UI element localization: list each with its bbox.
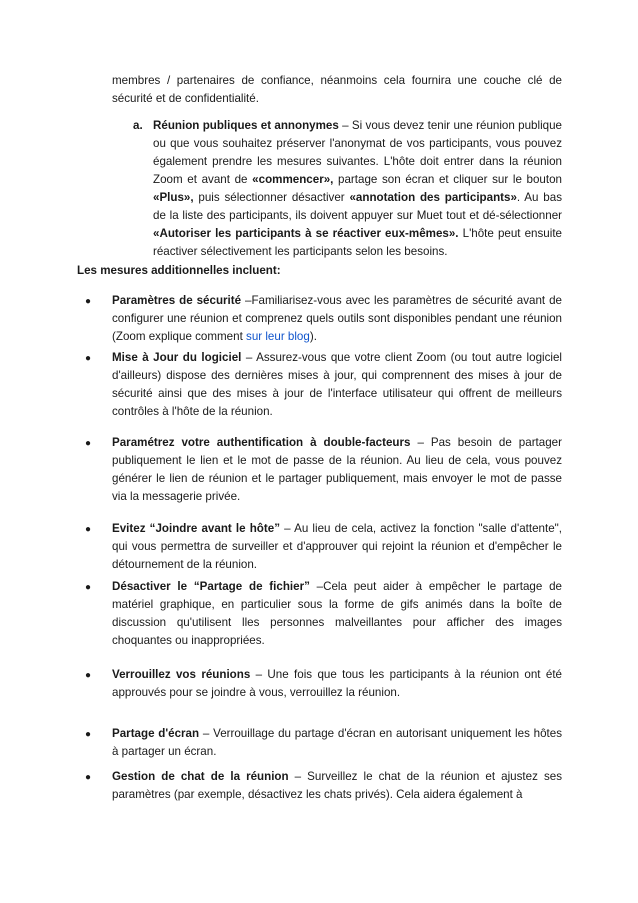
- bullet-icon: ●: [85, 438, 92, 449]
- sub-item-title: Réunion publiques et annonymes: [153, 119, 339, 132]
- bullet-text: – Assurez-vous que votre client Zoom (ou tout autre logiciel d'ailleurs) dispose des dernières mises à jour, qui comprennent des mises à jour de sécurité ainsi que des mises à jour de l'interface utilisateur qui offrent de meilleurs contrôles à l'hôte de la réunion.: [112, 351, 562, 418]
- bullet-item-file-sharing: [112, 578, 562, 650]
- bullet-icon: ●: [85, 524, 92, 535]
- bullet-icon: ●: [85, 582, 92, 593]
- bullet-item-chat-management: [112, 768, 562, 804]
- bullet-text: – Verrouillage du partage d'écran en autorisant uniquement les hôtes à partager un écran.: [112, 727, 562, 758]
- bullet-item-join-before-host: [112, 520, 562, 574]
- sub-item-text-3: puis sélectionner désactiver: [193, 191, 350, 204]
- bullet-title: Partage d'écran: [112, 727, 200, 740]
- bullet-tail: ).: [309, 330, 317, 343]
- bullet-title: Paramétrez votre authentification à double-facteurs: [112, 436, 411, 449]
- list-marker-a: a.: [133, 119, 143, 132]
- bullet-icon: ●: [85, 353, 92, 364]
- bold-autoriser: «Autoriser les participants à se réactiver eux-mêmes».: [153, 227, 459, 240]
- bullet-icon: ●: [85, 772, 92, 783]
- blog-link[interactable]: sur leur blog: [246, 330, 310, 343]
- bullet-item-screen-sharing: [112, 725, 562, 761]
- bullet-text: – Pas besoin de partager publiquement le lien et le mot de passe de la réunion. Au lieu de cela, vous pouvez générer le lien de réunion et le partager publiquement, mais envoyer le mot de passe via la messagerie privée.: [112, 436, 562, 503]
- bullet-title: Paramètres de sécurité: [112, 294, 242, 307]
- bullet-title: Mise à Jour du logiciel: [112, 351, 242, 364]
- section-heading: Les mesures additionnelles incluent:: [77, 264, 281, 277]
- bullet-item-two-factor: [112, 434, 562, 506]
- bullet-text: –Cela peut aider à empêcher le partage de matériel graphique, en particulier sous la forme de gifs animés dans la boîte de discussion qu'utilisent lles personnes malveillantes pour afficher des images choquantes ou inappropriées.: [112, 580, 562, 647]
- bullet-item-lock-meetings: [112, 666, 562, 702]
- intro-paragraph: membres / partenaires de confiance, néanmoins cela fournira une couche clé de sécurité et de confidentialité.: [112, 74, 562, 105]
- bullet-icon: ●: [85, 670, 92, 681]
- sub-item-public-meetings: [153, 117, 562, 261]
- bullet-text: –Familiarisez-vous avec les paramètres de sécurité avant de configurer une réunion et comprenez quels outils sont disponibles pendant une réunion (Zoom explique comment: [112, 294, 562, 343]
- bullet-item-software-update: [112, 349, 562, 421]
- bullet-item-security-settings: [112, 292, 562, 346]
- bullet-text: – Au lieu de cela, activez la fonction "salle d'attente", qui vous permettra de surveiller et d'approuver qui rejoint la réunion et d'empêcher le détournement de la réunion.: [112, 522, 562, 571]
- bold-plus: «Plus»,: [153, 191, 194, 204]
- bullet-title: Gestion de chat de la réunion: [112, 770, 289, 783]
- bullet-text: – Surveillez le chat de la réunion et ajustez ses paramètres (par exemple, désactivez les chats privés). Cela aidera également à: [112, 770, 562, 801]
- sub-item-text-2: partage son écran et cliquer sur le bouton: [333, 173, 562, 186]
- bullet-title: Verrouillez vos réunions: [112, 668, 251, 681]
- bullet-title: Désactiver le “Partage de fichier”: [112, 580, 310, 593]
- bullet-icon: ●: [85, 296, 92, 307]
- sub-item-text-5: L'hôte peut ensuite réactiver sélectivement les participants selon les besoins.: [153, 227, 562, 258]
- bold-commencer: «commencer»,: [252, 173, 334, 186]
- bullet-icon: ●: [85, 729, 92, 740]
- bold-annotation: «annotation des participants»: [349, 191, 517, 204]
- bullet-title: Evitez “Joindre avant le hôte”: [112, 522, 280, 535]
- bullet-text: – Une fois que tous les participants à la réunion ont été approuvés pour se joindre à vous, verrouillez la réunion.: [112, 668, 562, 699]
- sub-item-text-1: – Si vous devez tenir une réunion publique ou que vous souhaitez préserver l'anonymat de vos participants, vous pouvez également prendre les mesures suivantes. L'hôte doit entrer dans la réunion Zoom et avant de: [153, 119, 562, 186]
- sub-item-text-4: . Au bas de la liste des participants, ils doivent appuyer sur Muet tout et dé-sélectionner: [153, 191, 562, 222]
